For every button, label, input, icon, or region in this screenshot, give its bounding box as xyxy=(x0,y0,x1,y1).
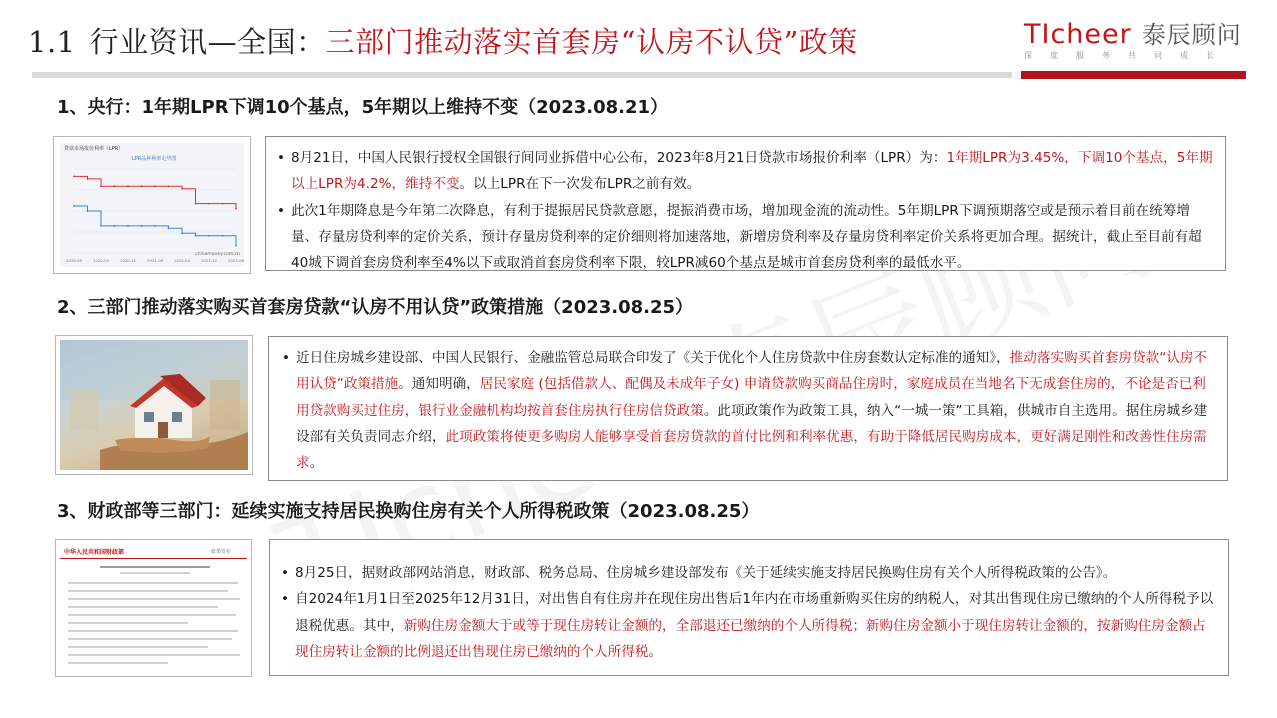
title-lead: 行业资讯—全国： xyxy=(89,25,326,59)
chart-x-tick: 2022-12 xyxy=(201,258,217,263)
body-text: 。 xyxy=(648,643,663,660)
doc-header-rule xyxy=(60,558,247,559)
bullet-item xyxy=(281,345,1217,476)
doc-text-line xyxy=(68,582,238,584)
chart-point xyxy=(181,232,183,234)
section-3-bullets xyxy=(280,560,1218,665)
chart-point xyxy=(73,205,75,207)
doc-text-line xyxy=(68,622,188,624)
body-text: 。 xyxy=(309,455,324,472)
chart-source: chinamoney.com.cn xyxy=(195,252,240,257)
chart-point xyxy=(73,176,75,178)
chart-point xyxy=(141,225,143,227)
section-number: 1.1 xyxy=(28,25,76,59)
body-text: 。通知明确， xyxy=(398,376,480,393)
body-text: 。此项政策作为政策工具，纳入“一城一策”工具箱，供城市自主选用。据住房城乡建设部有关负责同志介绍， xyxy=(296,402,1208,445)
chart-point xyxy=(235,208,237,210)
chart-x-tick: 2023-08 xyxy=(228,258,244,263)
house-in-hand-icon xyxy=(60,340,248,470)
highlight-text: 居民家庭 (包括借款人、配偶及未成年子女) 申请贷款购买商品住房时，家庭成员在当地名下无成套住房的，不论是否已利用贷款购买过住房，银行业金融机构均按首套住房执行住房信贷政策 xyxy=(296,376,1206,419)
section-2-textbox xyxy=(268,336,1228,481)
page-title xyxy=(28,20,858,64)
chart-point xyxy=(114,225,116,227)
chart-point xyxy=(222,235,224,237)
doc-header: 中华人民共和国财政部 xyxy=(64,549,125,556)
chart-point xyxy=(87,178,89,180)
header-divider xyxy=(32,72,1012,78)
body-text: 8月25日，据财政部网站消息，财政部、税务总局、住房城乡建设部发布《关于延续实施支持居民换购住房有关个人所得税政策的公告》。 xyxy=(295,565,1117,581)
chart-point xyxy=(87,210,89,212)
title-accent: 三部门推动落实首套房“认房不认贷”政策 xyxy=(325,25,858,59)
body-text: 8月21日，中国人民银行授权全国银行间同业拆借中心公布，2023年8月21日贷款市场报价利率（LPR）为： xyxy=(291,150,947,166)
chart-point xyxy=(181,188,183,190)
highlight-text: 推动落实购买首套房贷款“认房不用认贷”政策措施 xyxy=(296,350,1208,393)
chart-x-tick: 2021-08 xyxy=(147,258,163,263)
chart-series-line xyxy=(74,176,236,208)
doc-text-line xyxy=(68,598,240,600)
section-2-title: 2、三部门推动落实购买首套房贷款“认房不用认贷”政策措施（2023.08.25） xyxy=(57,297,694,318)
body-text: 此次1年期降息是今年第二次降息，有利于提振居民贷款意愿，提振消费市场，增加现金流的流动性。5年期LPR下调预期落空或是预示着目前在统筹增量、存量房贷利率的定价关系，预计存量房贷利率的定价细则将加速落地，新增房贷利率及存量房贷利率定价关系将更加合理。据统计，截止至目前有超40城下调首套房贷利率至4%以下或取消首套房贷利率下限，较LPR减60个基点是城市首套房贷利率的最低水平。 xyxy=(291,202,1202,272)
doc-subtitle-line xyxy=(120,572,190,574)
section-2-bullets xyxy=(281,345,1217,476)
chart-point xyxy=(154,225,156,227)
chart-point xyxy=(114,185,116,187)
doc-text-line xyxy=(68,638,232,640)
body-text: 自2024年1月1日至2025年12月31日，对出售自有住房并在现住房出售后1年内在市场重新购买住房的纳税人，对其出售现住房已缴纳的个人所得税予以退税优惠。其中， xyxy=(295,591,1214,634)
lpr-chart-figure xyxy=(53,136,251,274)
doc-text-line xyxy=(68,614,236,616)
chart-point xyxy=(222,203,224,205)
chart-x-tick: 2022-04 xyxy=(174,258,190,263)
chart-point xyxy=(127,225,129,227)
chart-point xyxy=(154,185,156,187)
body-text: 近日住房城乡建设部、中国人民银行、金融监管总局联合印发了《关于优化个人住房贷款中住房套数认定标准的通知》， xyxy=(296,350,1010,366)
chart-point xyxy=(168,227,170,229)
chart-point xyxy=(208,235,210,237)
section-1-bullets xyxy=(276,145,1215,276)
section-1-textbox xyxy=(265,136,1226,271)
logo-brand-en: TIcheer xyxy=(1024,19,1132,50)
chart-point xyxy=(168,185,170,187)
body-text: 。以上LPR在下一次发布LPR之前有效。 xyxy=(459,176,701,193)
chart-x-tick: 2019-08 xyxy=(66,258,82,263)
logo-brand-cn: 泰辰顾问 xyxy=(1141,21,1242,49)
section-1-title: 1、央行：1年期LPR下调10个基点，5年期以上维持不变（2023.08.21） xyxy=(57,97,669,118)
doc-text-line xyxy=(68,630,238,632)
house-photo-figure xyxy=(55,335,253,475)
chart-title: 贷款市场报价利率（LPR） xyxy=(64,146,124,152)
doc-text-line xyxy=(68,646,208,648)
bullet-item xyxy=(276,145,1215,198)
section-3-textbox xyxy=(269,539,1229,676)
bullet-item xyxy=(280,586,1218,665)
highlight-text: 此项政策将使更多购房人能够享受首套房贷款的首付比例和利率优惠，有助于降低居民购房成本，更好满足刚性和改善性住房需求 xyxy=(296,428,1207,472)
chart-point xyxy=(195,235,197,237)
chart-x-tick: 2020-12 xyxy=(120,258,136,263)
chart-point xyxy=(235,245,237,247)
chart-point xyxy=(127,185,129,187)
doc-title-line xyxy=(100,566,210,568)
chart-point xyxy=(141,185,143,187)
doc-text-line xyxy=(68,654,240,656)
mof-doc-figure xyxy=(55,539,252,677)
house-in-hand-photo xyxy=(60,340,248,470)
header-accent-bar xyxy=(1021,71,1246,79)
highlight-text: 1年期LPR为3.45%，下调10个基点，5年期以上LPR为4.2%，维持不变 xyxy=(291,150,1213,193)
ministry-of-finance-notice-thumbnail xyxy=(60,544,247,672)
chart-x-tick: 2020-04 xyxy=(93,258,109,263)
doc-text-line xyxy=(68,606,218,608)
chart-point xyxy=(195,203,197,205)
chart-point xyxy=(100,185,102,187)
doc-text-line xyxy=(68,590,228,592)
bullet-item xyxy=(276,198,1215,277)
section-3-title: 3、财政部等三部门：延续实施支持居民换购住房有关个人所得税政策（2023.08.25） xyxy=(57,501,760,522)
doc-nav: 政策发布 xyxy=(210,549,231,555)
brand-logo xyxy=(1024,18,1250,70)
chart-point xyxy=(208,203,210,205)
highlight-text: 新购住房金额大于或等于现住房转让金额的，全部退还已缴纳的个人所得税；新购住房金额小于现住房转让金额的，按新购住房金额占现住房转让金额的比例退还出售现住房已缴纳的个人所得税 xyxy=(295,617,1206,660)
bullet-item xyxy=(280,560,1218,586)
lpr-line-chart-thumbnail xyxy=(60,143,244,267)
lpr-chart-svg xyxy=(60,143,244,267)
logo-slogan: 深度服务共同成长 xyxy=(1024,51,1232,60)
doc-text-line xyxy=(68,662,168,664)
chart-subtitle: LPR品种利率走势图 xyxy=(132,156,177,162)
chart-point xyxy=(100,225,102,227)
